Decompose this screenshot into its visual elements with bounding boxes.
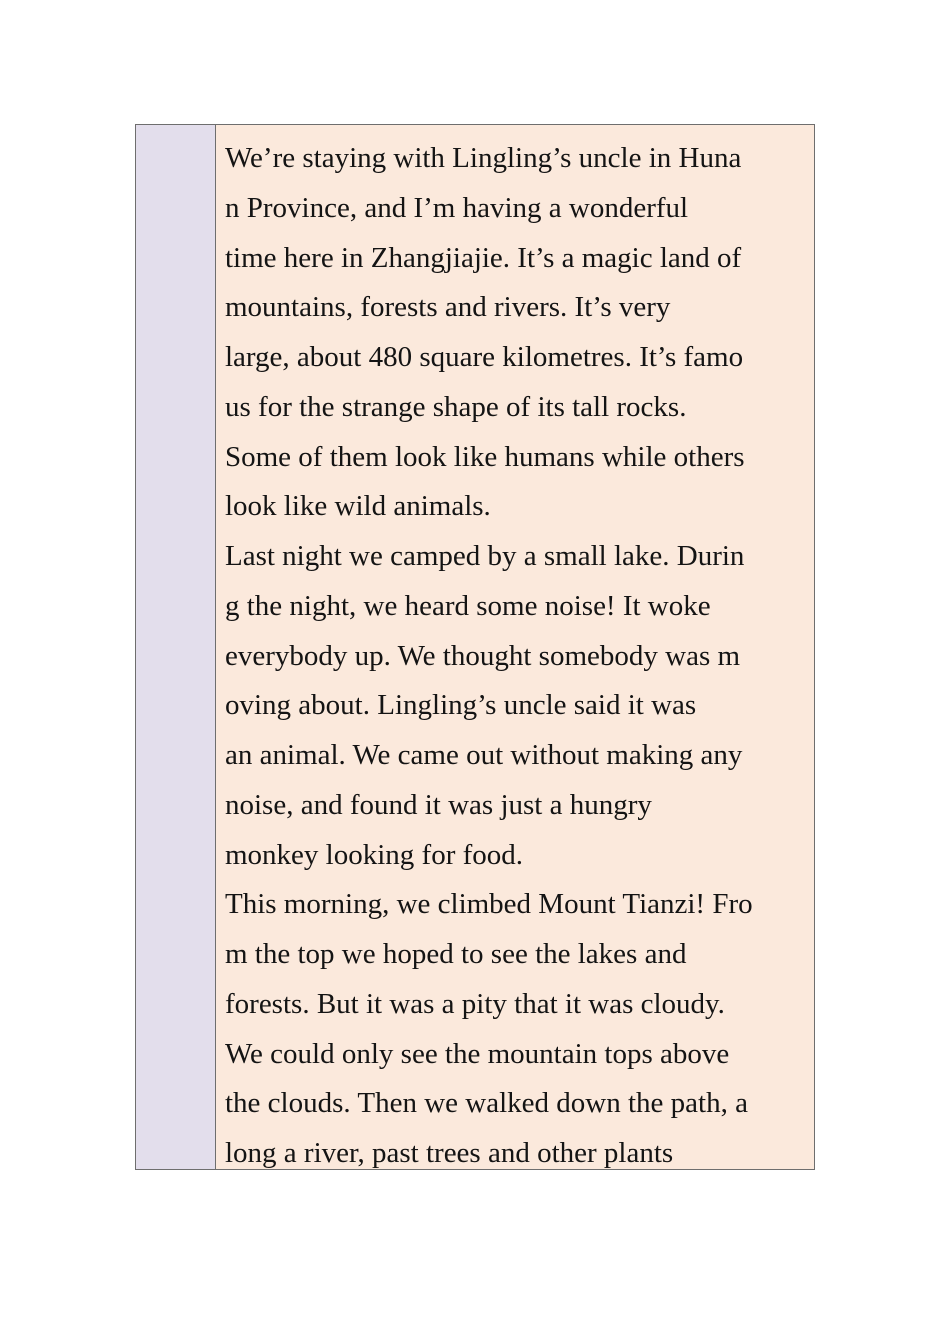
text-line: forests. But it was a pity that it was cloudy. [225, 987, 725, 1020]
text-line: everybody up. We thought somebody was m [225, 639, 741, 672]
text-line: monkey looking for food. [225, 838, 524, 871]
text-line: the clouds. Then we walked down the path, a [225, 1087, 748, 1120]
text-line: oving about. Lingling’s uncle said it was [225, 689, 697, 722]
text-line: mountains, forests and rivers. It’s very [225, 291, 671, 324]
text-line: This morning, we climbed Mount Tianzi! Fro [225, 888, 753, 921]
text-line: m the top we hoped to see the lakes and [225, 938, 687, 970]
text-table [135, 124, 815, 1170]
text-line: us for the strange shape of its tall rocks. [225, 390, 687, 423]
text-line: noise, and found it was just a hungry [225, 788, 652, 821]
text-line: g the night, we heard some noise! It woke [225, 589, 711, 622]
text-line: We could only see the mountain tops above [225, 1037, 730, 1070]
text-line: We’re staying with Lingling’s uncle in Huna [225, 142, 742, 174]
text-line: long a river, past trees and other plants [225, 1137, 674, 1169]
text-line: n Province, and I’m having a wonderful [225, 191, 689, 224]
text-line: Last night we camped by a small lake. Durin [225, 540, 745, 572]
table-left-cell [136, 125, 216, 1169]
text-line: an animal. We came out without making any [225, 739, 743, 771]
table-text-cell [216, 125, 814, 1169]
text-line: Some of them look like humans while others [225, 440, 745, 473]
text-line: time here in Zhangjiajie. It’s a magic land of [225, 241, 742, 274]
text-line: look like wild animals. [225, 490, 491, 523]
text-line: large, about 480 square kilometres. It’s famo [225, 341, 744, 373]
